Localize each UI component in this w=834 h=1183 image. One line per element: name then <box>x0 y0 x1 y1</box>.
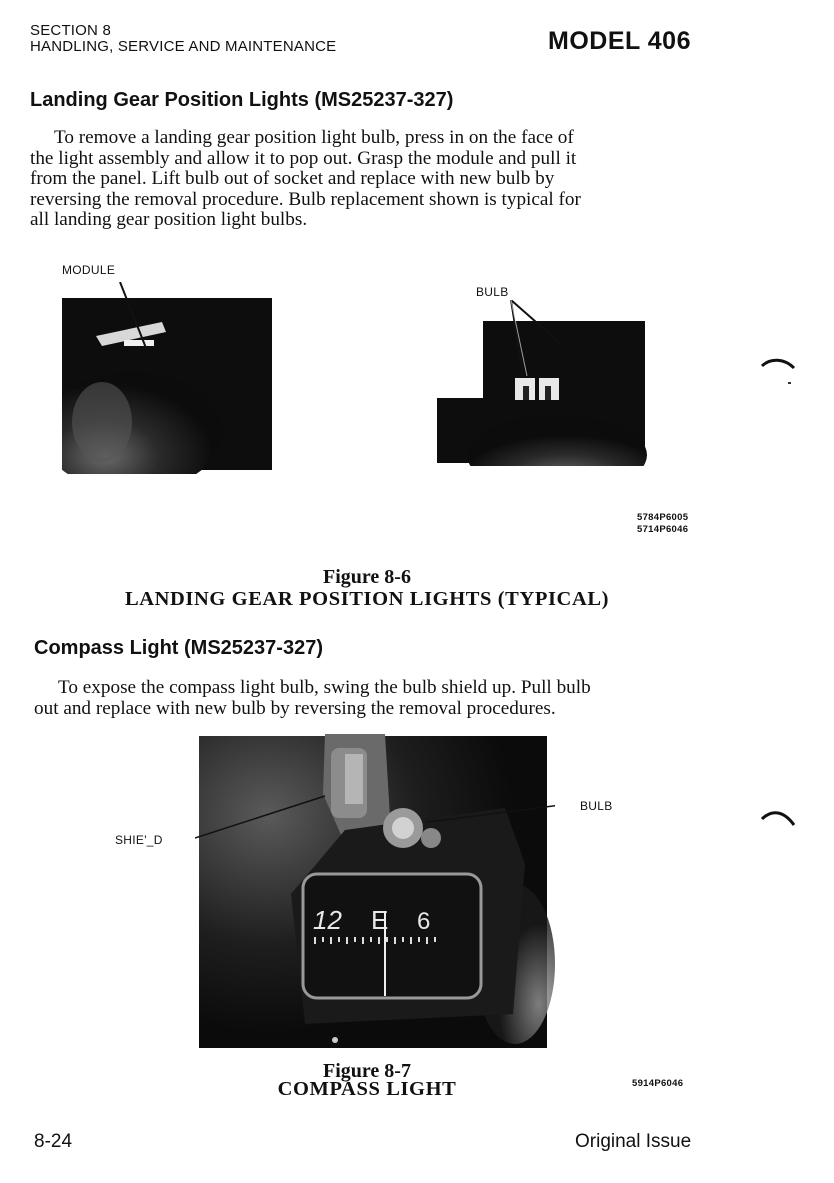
paragraph-line: from the panel. Lift bulb out of socket and replace with new bulb by <box>30 168 555 189</box>
bulb-photo <box>437 300 649 466</box>
margin-mark <box>760 805 800 835</box>
compass-photo <box>195 734 555 1052</box>
figure-8-7-number: Figure 8-7 <box>323 1060 411 1082</box>
figure-8-6-number: Figure 8-6 <box>323 566 411 588</box>
compass-heading: Compass Light (MS25237-327) <box>34 637 323 659</box>
photo-ref-2: 5714P6046 <box>637 524 689 535</box>
module-photo <box>62 282 277 474</box>
compass-dial-12: 12 <box>313 905 342 935</box>
issue-label: Original Issue <box>575 1131 692 1152</box>
figure-8-7-title: COMPASS LIGHT <box>277 1078 457 1100</box>
bulb-label-fig6: BULB <box>476 285 509 299</box>
section-label: SECTION 8 <box>30 22 111 39</box>
compass-photo-ref: 5914P6046 <box>632 1078 684 1089</box>
paragraph-line: out and replace with new bulb by reversing the removal procedures. <box>34 697 556 719</box>
model-title: MODEL 406 <box>548 27 691 55</box>
section-subtitle: HANDLING, SERVICE AND MAINTENANCE <box>30 38 337 55</box>
paragraph-line: To remove a landing gear position light bulb, press in on the face of <box>54 127 574 148</box>
landing-gear-heading: Landing Gear Position Lights (MS25237-327) <box>30 89 454 111</box>
compass-paragraph <box>34 678 696 719</box>
paragraph-line: reversing the removal procedure. Bulb replacement shown is typical for <box>30 188 581 210</box>
photo-ref-1: 5784P6005 <box>637 512 689 523</box>
module-label: MODULE <box>62 263 116 277</box>
bulb-label-fig7: BULB <box>580 799 613 813</box>
landing-gear-paragraph <box>30 128 692 231</box>
paragraph-line: To expose the compass light bulb, swing the bulb shield up. Pull bulb <box>58 677 591 698</box>
paragraph-line: the light assembly and allow it to pop out. Grasp the module and pull it <box>30 147 577 169</box>
compass-dial-e: E <box>371 905 389 935</box>
margin-mark <box>760 352 800 392</box>
page-number: 8-24 <box>34 1131 73 1152</box>
shield-label: SHIE'_D <box>115 833 163 847</box>
compass-dial-6: 6 <box>417 908 431 935</box>
figure-8-6-title: LANDING GEAR POSITION LIGHTS (TYPICAL) <box>124 588 610 610</box>
paragraph-line: all landing gear position light bulbs. <box>30 209 308 230</box>
